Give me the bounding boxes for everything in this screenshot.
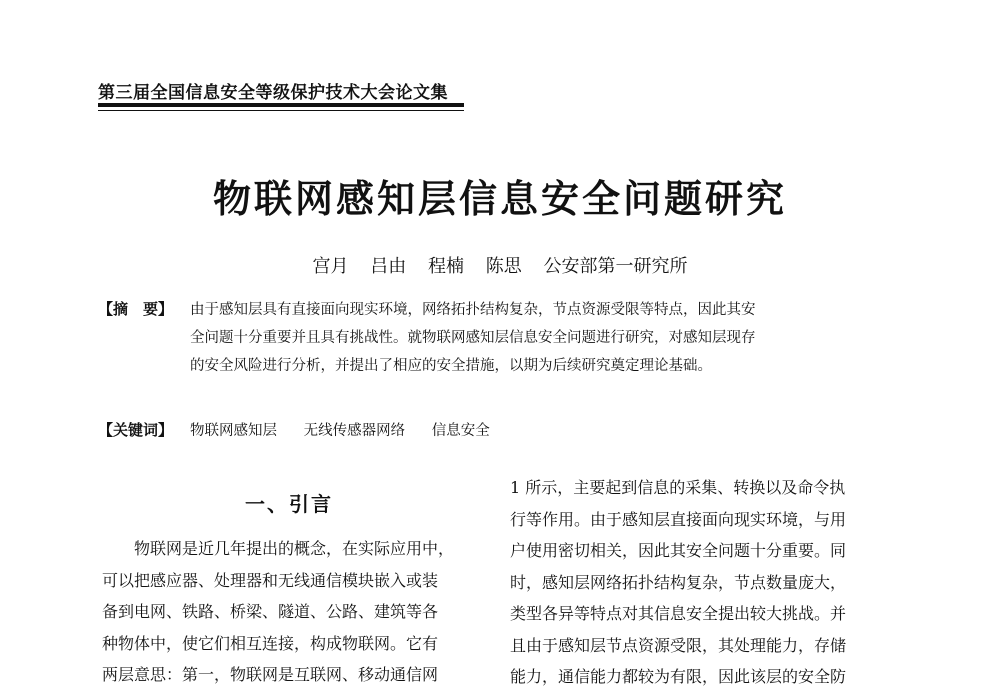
- body-line: 种物体中，使它们相互连接，构成物联网。它有: [102, 633, 439, 653]
- keywords-label: 【关键词】: [98, 421, 174, 439]
- running-header: 第三届全国信息安全等级保护技术大会论文集: [98, 83, 448, 103]
- author: 程楠: [428, 256, 464, 277]
- body-line: 可以把感应器、处理器和无线通信模块嵌入或装: [102, 570, 439, 590]
- abstract-line: 的安全风险进行分析，并提出了相应的安全措施，以期为后续研究奠定理论基础。: [190, 358, 712, 374]
- author: 吕由: [370, 256, 407, 277]
- section-heading-introduction: 一、引言: [245, 492, 333, 516]
- abstract-body: [190, 296, 895, 380]
- author: 陈思: [485, 256, 522, 277]
- body-line: 1 所示，主要起到信息的采集、转换以及命令执: [510, 478, 846, 497]
- body-line: 物联网是近几年提出的概念，在实际应用中，: [134, 539, 455, 558]
- body-line: 时，感知层网络拓扑结构复杂，节点数量庞大，: [510, 572, 847, 592]
- header-rule-thick: [98, 103, 464, 107]
- body-line: 户使用密切相关，因此其安全问题十分重要。同: [510, 541, 847, 560]
- keyword: 信息安全: [431, 423, 490, 439]
- paper-title: 物联网感知层信息安全问题研究: [212, 177, 787, 221]
- abstract-label: 【摘 要】: [98, 300, 174, 318]
- body-column-right: [510, 472, 895, 693]
- keywords-list: [190, 419, 512, 440]
- body-line: 类型各异等特点对其信息安全提出较大挑战。并: [510, 604, 847, 623]
- abstract-line: 由于感知层具有直接面向现实环境，网络拓扑结构复杂，节点资源受限等特点，因此其安: [190, 302, 756, 318]
- author-line: [0, 252, 1000, 278]
- body-line: 能力，通信能力都较为有限，因此该层的安全防: [510, 667, 847, 686]
- abstract-line: 全问题十分重要并且具有挑战性。就物联网感知层信息安全问题进行研究，对感知层现存: [190, 330, 756, 346]
- keyword: 无线传感器网络: [303, 423, 406, 439]
- body-line: 行等作用。由于感知层直接面向现实环境，与用: [510, 509, 847, 529]
- keyword: 物联网感知层: [190, 423, 277, 439]
- body-line: 备到电网、铁路、桥梁、隧道、公路、建筑等各: [102, 602, 439, 621]
- affiliation: 公安部第一研究所: [543, 256, 688, 277]
- body-column-left: [102, 533, 474, 691]
- body-line: 且由于感知层节点资源受限，其处理能力，存储: [510, 635, 847, 655]
- header-rule-thin: [98, 110, 464, 111]
- body-line: 两层意思：第一，物联网是互联网、移动通信网: [102, 665, 439, 684]
- author: 宫月: [312, 256, 349, 277]
